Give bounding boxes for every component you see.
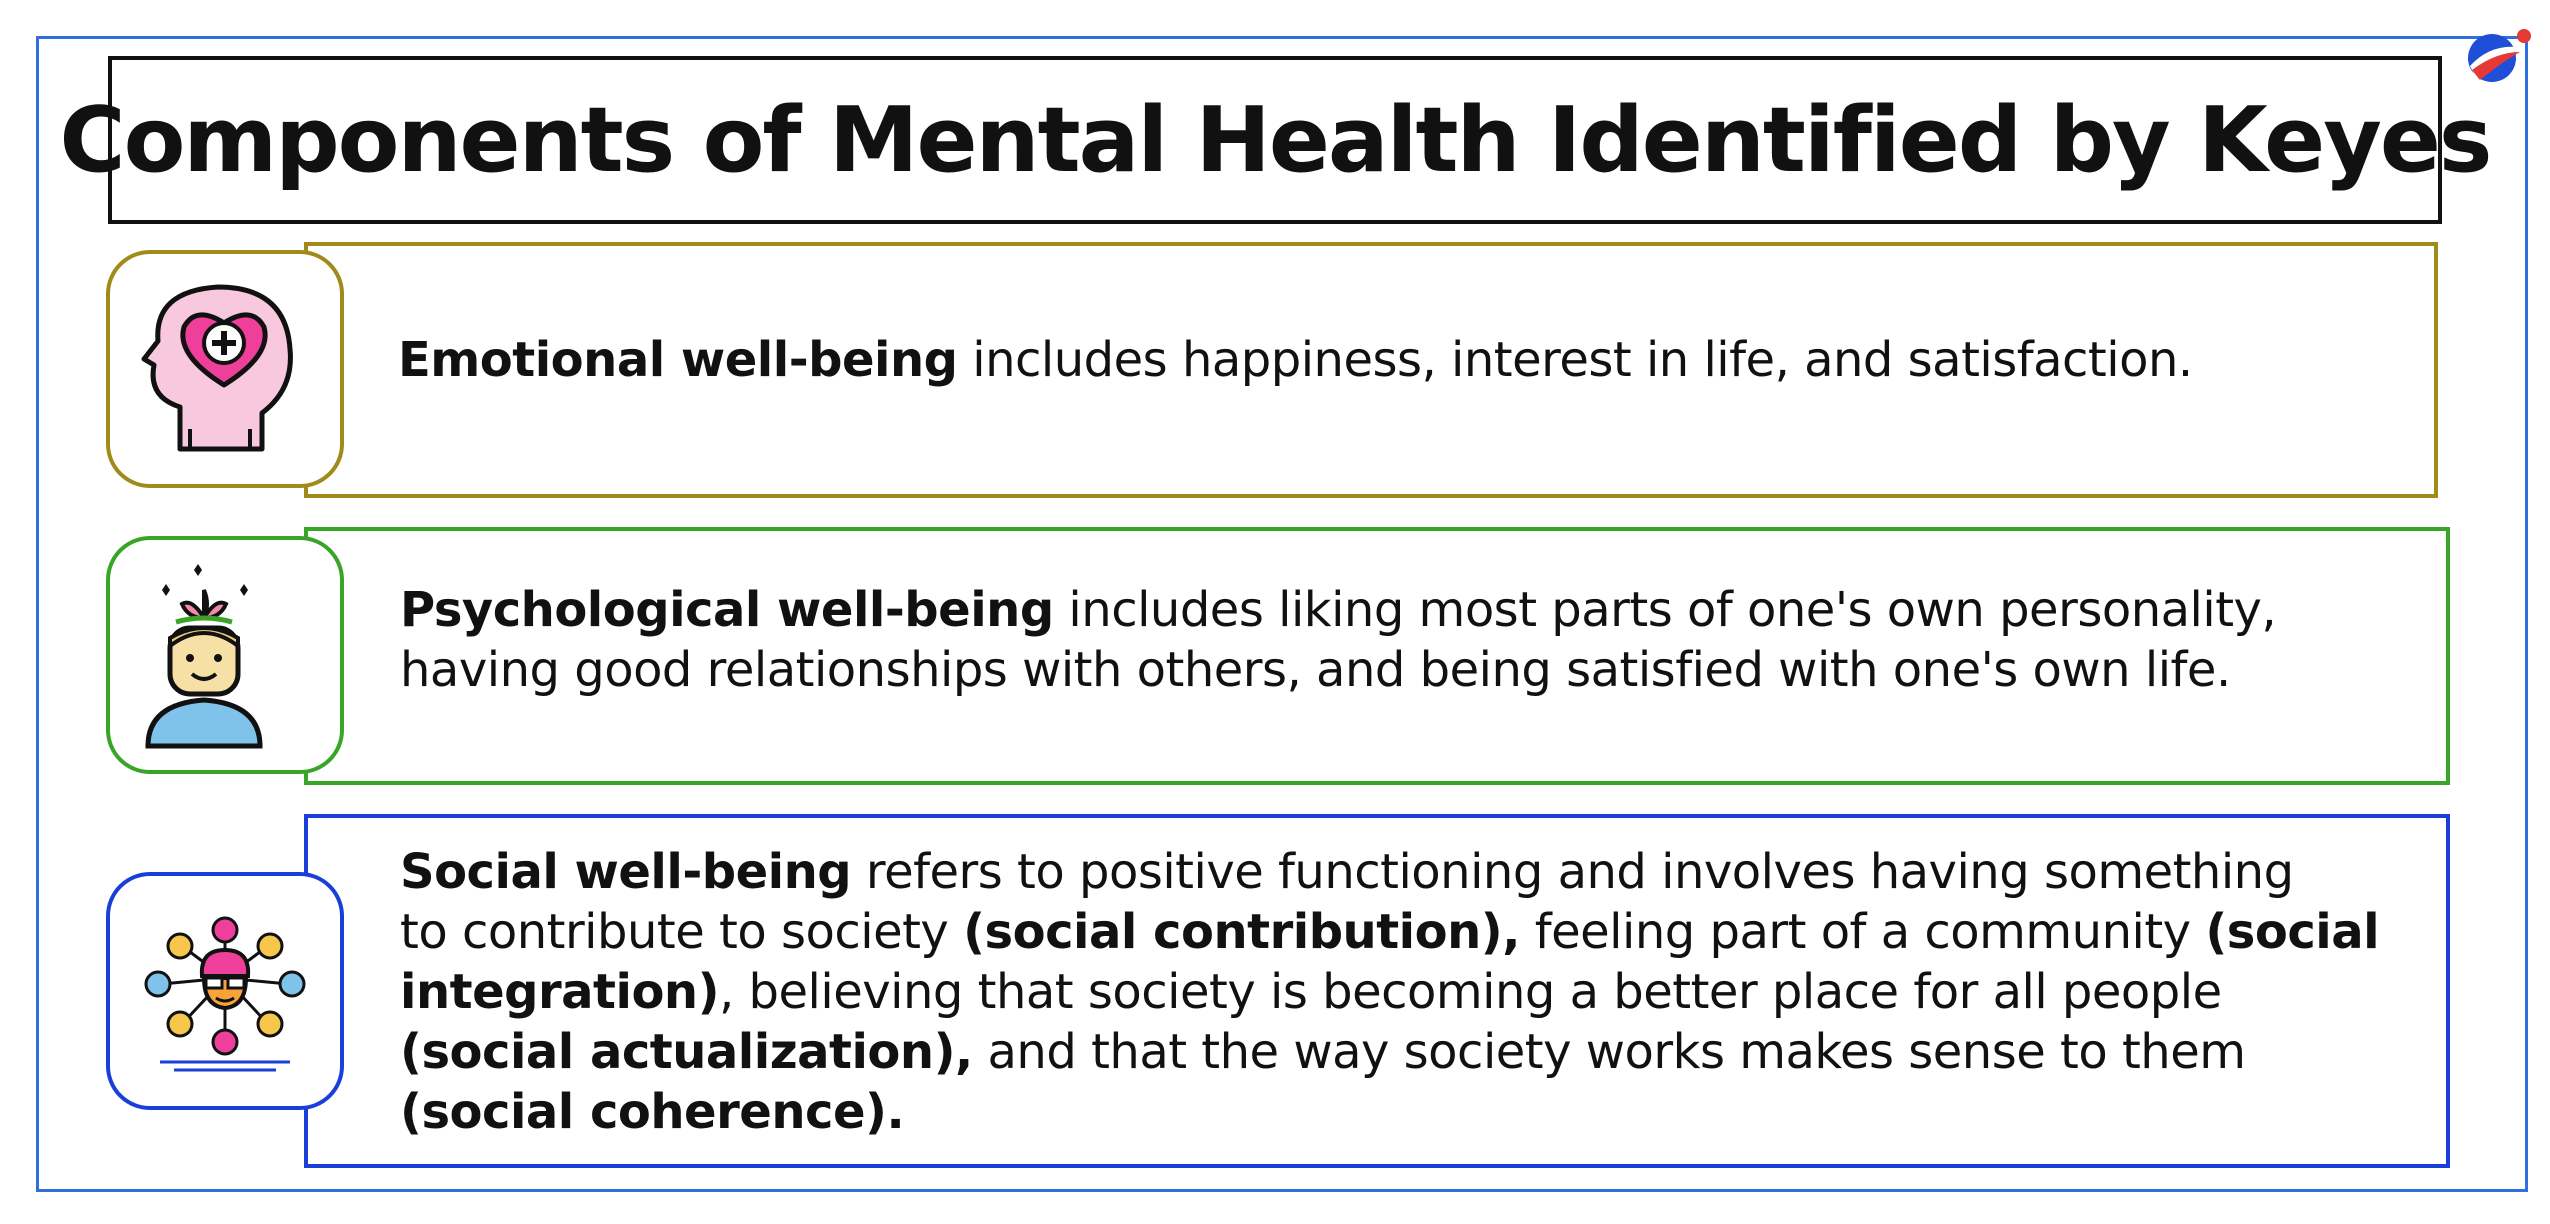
- social-text-5: and that the way society works makes sense to them: [972, 1024, 2246, 1080]
- head-heart-icon: [140, 279, 310, 459]
- brand-logo-icon: [2462, 22, 2534, 88]
- psychological-description: [400, 580, 2400, 700]
- page-title: Components of Mental Health Identified by Keyes: [59, 87, 2491, 193]
- emotional-text: includes happiness, interest in life, and satisfaction.: [957, 332, 2193, 388]
- social-contribution-label: (social contribution),: [963, 904, 1520, 960]
- social-coherence-label: (social coherence).: [400, 1084, 905, 1140]
- psychological-icon-box: [106, 536, 344, 774]
- social-icon-box: [106, 872, 344, 1110]
- social-text-4: , believing that society is becoming a better place for all people: [719, 964, 2222, 1020]
- title-box: [59, 56, 2491, 224]
- social-integration-label-part2: integration): [400, 964, 720, 1020]
- psychological-text-line1: includes liking most parts of one's own personality,: [1053, 582, 2277, 638]
- social-integration-label-part1: (social: [2205, 904, 2380, 960]
- psychological-text-line2: having good relationships with others, and being satisfied with one's own life.: [400, 642, 2231, 698]
- emotional-description: [398, 330, 2388, 390]
- social-heading: Social well-being: [400, 844, 852, 900]
- social-description: [400, 842, 2430, 1142]
- psychological-heading: Psychological well-being: [400, 582, 1054, 638]
- social-network-icon: [140, 906, 310, 1076]
- emotional-icon-box: [106, 250, 344, 488]
- social-actualization-label: (social actualization),: [400, 1024, 973, 1080]
- emotional-heading: Emotional well-being: [398, 332, 958, 388]
- social-text-3: feeling part of a community: [1519, 904, 2206, 960]
- happy-person-flower-icon: [140, 560, 310, 750]
- social-text-2: to contribute to society: [400, 904, 964, 960]
- social-text-1: refers to positive functioning and involves having something: [851, 844, 2294, 900]
